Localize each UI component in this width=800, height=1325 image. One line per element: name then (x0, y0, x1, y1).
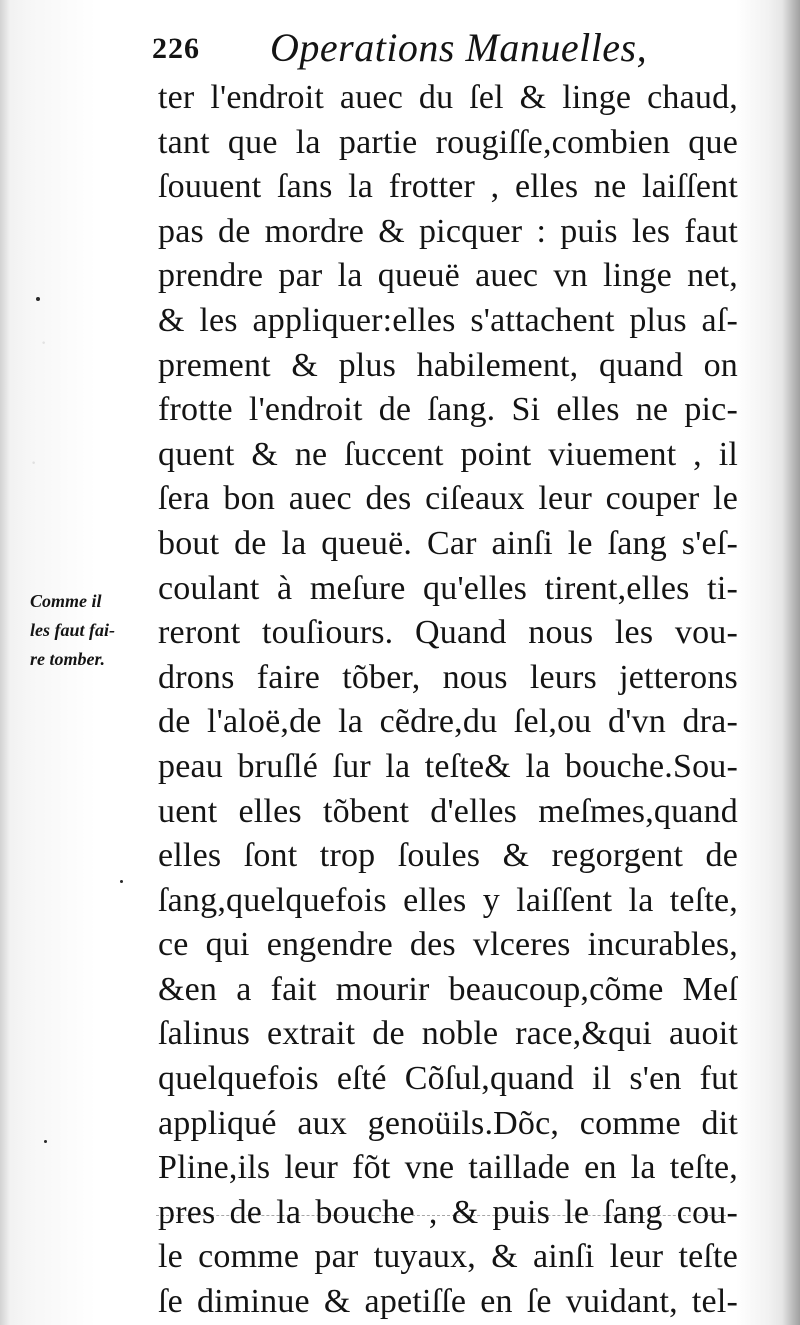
text-line: ſang,quelquefois elles y laiſſent la teſte, (158, 881, 738, 919)
text-line: ſera bon auec des ciſeaux leur couper le (158, 480, 738, 518)
text-line: drons faire tõber, nous leurs jetterons (158, 658, 738, 696)
marginal-note (30, 587, 152, 674)
ink-speck (44, 1140, 47, 1143)
text-line: reront touſiours. Quand nous les vou- (158, 614, 738, 652)
show-through-mark: · (30, 450, 38, 475)
text-line: quent & ne ſuccent point viuement , il (158, 435, 738, 473)
marginal-note-line: les faut fai- (30, 620, 115, 640)
text-line: ſe diminue & apetiſſe en ſe vuidant, tel- (158, 1283, 738, 1321)
text-line: quelquefois eſté Cõſul,quand il s'en fut (158, 1060, 738, 1098)
page-number: 226 (152, 32, 200, 65)
ink-speck (120, 880, 123, 883)
marginal-note-line: Comme il (30, 591, 102, 611)
page-edge-shadow (782, 0, 800, 1325)
marginal-note-line: re tomber. (30, 649, 105, 669)
show-through-mark: · (40, 330, 48, 355)
page-gutter-shadow (0, 0, 10, 1325)
text-line: tant que la partie rougiſſe,combien que (158, 123, 738, 161)
page-header (152, 18, 752, 74)
running-title: Operations Manuelles, (270, 25, 648, 70)
text-line: appliqué aux genoüils.Dõc, comme dit (158, 1104, 738, 1142)
text-line: le comme par tuyaux, & ainſi leur teſte (158, 1238, 738, 1276)
text-line: ſouuent ſans la frotter , elles ne laiſſent (158, 168, 738, 206)
text-line: & les appliquer:elles s'attachent plus aſ- (158, 301, 738, 339)
text-line: Pline,ils leur fõt vne taillade en la teſte, (158, 1149, 738, 1187)
text-line: &en a fait mourir beaucoup,cõme Meſ (158, 970, 738, 1008)
text-line: prement & plus habilement, quand on (158, 346, 738, 384)
text-line: ce qui engendre des vlceres incurables, (158, 926, 738, 964)
text-line: ſalinus extrait de noble race,&qui auoit (158, 1015, 738, 1053)
text-line: prendre par la queuë auec vn linge net, (158, 257, 738, 295)
text-line: elles ſont trop ſoules & regorgent de (158, 837, 738, 875)
body-text (158, 76, 738, 1325)
page-bottom-edge (156, 1215, 731, 1217)
text-line: coulant à meſure qu'elles tirent,elles ti- (158, 569, 738, 607)
text-line: uent elles tõbent d'elles meſmes,quand (158, 792, 738, 830)
text-line: peau bruſlé ſur la teſte& la bouche.Sou- (158, 747, 738, 785)
text-line: pas de mordre & picquer : puis les faut (158, 212, 738, 250)
text-line: bout de la queuë. Car ainſi le ſang s'eſ- (158, 524, 738, 562)
text-line: ter l'endroit auec du ſel & linge chaud, (158, 79, 738, 116)
ink-speck (36, 297, 40, 301)
text-line: pres de la bouche , & puis le ſang cou- (158, 1193, 738, 1231)
text-line: frotte l'endroit de ſang. Si elles ne pic- (158, 391, 738, 429)
text-line: de l'aloë,de la cẽdre,du ſel,ou d'vn dra- (158, 703, 738, 741)
